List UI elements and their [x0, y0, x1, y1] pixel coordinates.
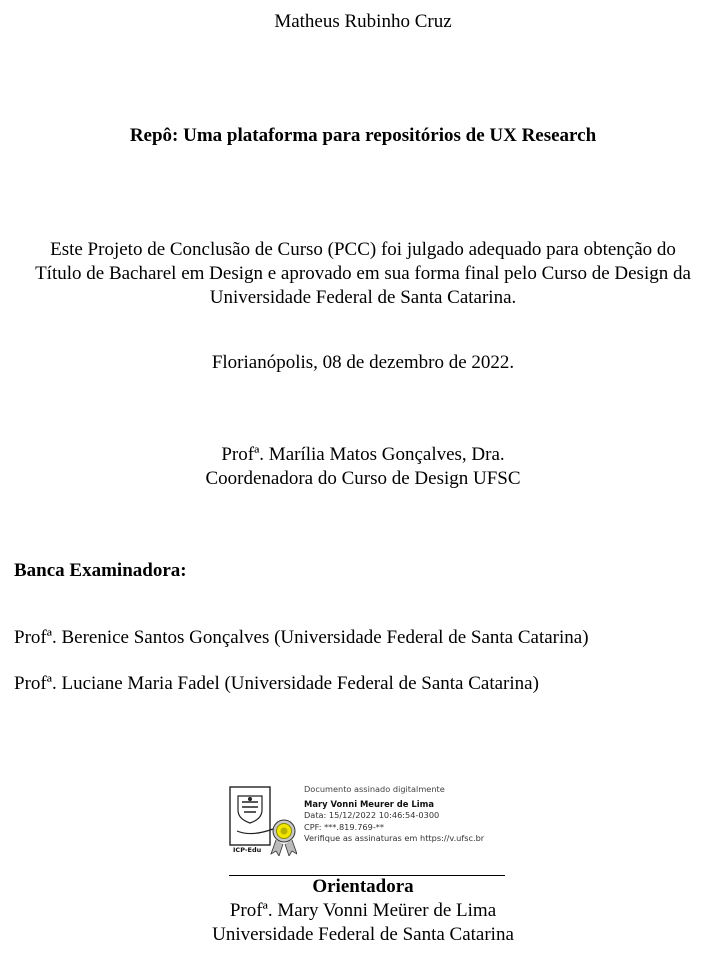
advisor-institution: Universidade Federal de Santa Catarina [212, 924, 514, 945]
coordinator-role: Coordenadora do Curso de Design UFSC [205, 468, 521, 489]
signer-name: Mary Vonni Meurer de Lima [304, 799, 434, 810]
signature-header: Documento assinado digitalmente [304, 784, 445, 794]
approval-text-line: Título de Bacharel em Design e aprovado em sua forma final pelo Curso de Design da [35, 263, 691, 284]
advisor-name: Profª. Mary Vonni Meürer de Lima [229, 900, 497, 921]
digital-signature-stamp [229, 784, 509, 858]
board-member: Profª. Berenice Santos Gonçalves (Universidade Federal de Santa Catarina) [14, 627, 589, 648]
signature-details [304, 784, 514, 844]
approval-text-line: Universidade Federal de Santa Catarina. [209, 287, 517, 308]
signer-cpf: CPF: ***.819.769-** [304, 821, 384, 832]
place-date: Florianópolis, 08 de dezembro de 2022. [211, 352, 515, 373]
document-title: Repô: Uma plataforma para repositórios de UX Research [129, 125, 597, 146]
seal-label: ICP-Edu [233, 846, 262, 854]
coordinator-block [0, 443, 726, 491]
coordinator-name: Profª. Marília Matos Gonçalves, Dra. [221, 444, 505, 465]
approval-text [0, 238, 726, 310]
verify-link-text: Verifique as assinaturas em https://v.ufsc.br [304, 832, 485, 843]
signature-date: Data: 15/12/2022 10:46:54-0300 [304, 810, 440, 821]
advisor-block [0, 875, 726, 947]
author-name: Matheus Rubinho Cruz [274, 11, 452, 32]
icp-edu-seal-icon [229, 786, 297, 856]
approval-text-line: Este Projeto de Conclusão de Curso (PCC) foi julgado adequado para obtenção do [50, 239, 676, 260]
advisor-role: Orientadora [312, 876, 414, 897]
board-member: Profª. Luciane Maria Fadel (Universidade Federal de Santa Catarina) [14, 673, 539, 694]
board-heading: Banca Examinadora: [14, 560, 187, 581]
